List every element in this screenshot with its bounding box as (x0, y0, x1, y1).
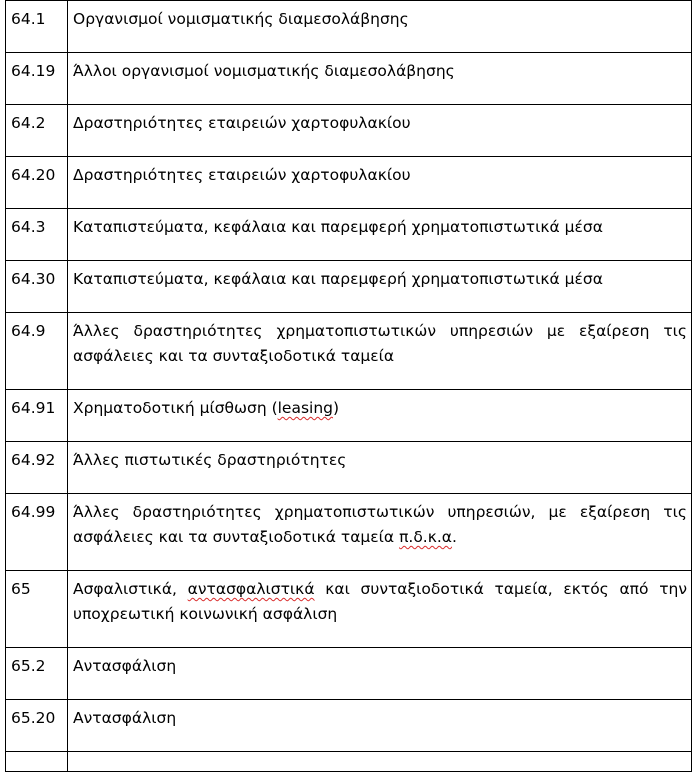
table-row (6, 157, 692, 209)
table-row (6, 390, 692, 442)
table-row (6, 313, 692, 390)
activity-code: 64.20 (6, 157, 68, 209)
activity-code: 64.1 (6, 1, 68, 53)
activity-description: Άλλες δραστηριότητες χρηματοπιστωτικών υπηρεσιών, με εξαίρεση τις ασφάλειες και τα συνταξιοδοτικά ταμεία π.δ.κ.α. (68, 494, 692, 571)
activity-code: 64.91 (6, 390, 68, 442)
table-row (6, 494, 692, 571)
activity-code: 65.2 (6, 648, 68, 700)
activity-description: Ασφαλιστικά, αντασφαλιστικά και συνταξιοδοτικά ταμεία, εκτός από την υποχρεωτική κοινωνική ασφάλιση (68, 571, 692, 648)
activity-description: Αντασφάλιση (68, 700, 692, 752)
spellcheck-flagged-word: π.δ.κ.α (399, 528, 453, 546)
activity-description: Άλλες πιστωτικές δραστηριότητες (68, 442, 692, 494)
activity-code: 65 (6, 571, 68, 648)
table-row (6, 209, 692, 261)
table-row-cut-off (6, 752, 692, 772)
table-row (6, 700, 692, 752)
activity-description: Καταπιστεύματα, κεφάλαια και παρεμφερή χρηματοπιστωτικά μέσα (68, 209, 692, 261)
activity-code: 64.2 (6, 105, 68, 157)
activity-description: Καταπιστεύματα, κεφάλαια και παρεμφερή χρηματοπιστωτικά μέσα (68, 261, 692, 313)
table-row (6, 571, 692, 648)
activity-description: Δραστηριότητες εταιρειών χαρτοφυλακίου (68, 105, 692, 157)
activity-code: 64.9 (6, 313, 68, 390)
activity-description: Αντασφάλιση (68, 648, 692, 700)
activity-code: 64.92 (6, 442, 68, 494)
activity-description: Άλλοι οργανισμοί νομισματικής διαμεσολάβησης (68, 53, 692, 105)
table-row (6, 442, 692, 494)
table-row (6, 1, 692, 53)
activity-description: Άλλες δραστηριότητες χρηματοπιστωτικών υπηρεσιών με εξαίρεση τις ασφάλειες και τα συνταξιοδοτικά ταμεία (68, 313, 692, 390)
empty-cell (6, 752, 68, 772)
table-row (6, 261, 692, 313)
activity-description: Οργανισμοί νομισματικής διαμεσολάβησης (68, 1, 692, 53)
activity-description: Χρηματοδοτική μίσθωση (leasing) (68, 390, 692, 442)
spellcheck-flagged-word: leasing (277, 399, 334, 417)
activity-code: 64.30 (6, 261, 68, 313)
table-row (6, 648, 692, 700)
activity-code: 64.3 (6, 209, 68, 261)
spellcheck-flagged-word: αντασφαλιστικά (187, 580, 315, 598)
empty-cell (68, 752, 692, 772)
activity-code: 64.99 (6, 494, 68, 571)
table-row (6, 105, 692, 157)
activity-description: Δραστηριότητες εταιρειών χαρτοφυλακίου (68, 157, 692, 209)
activity-code: 65.20 (6, 700, 68, 752)
nace-code-table (5, 0, 692, 772)
activity-code: 64.19 (6, 53, 68, 105)
table-row (6, 53, 692, 105)
